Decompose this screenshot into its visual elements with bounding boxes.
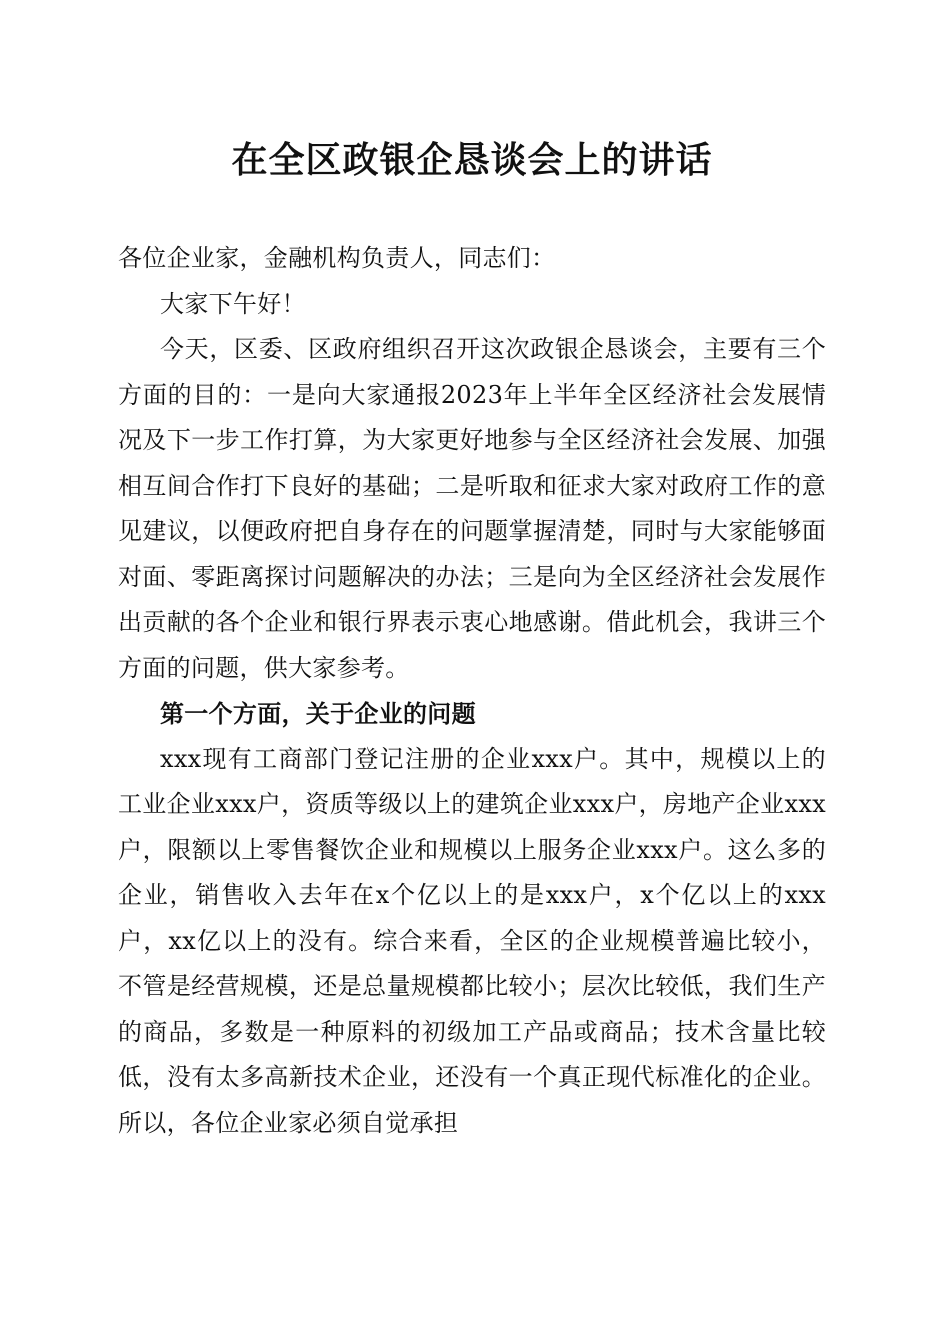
greeting: 大家下午好！	[160, 289, 306, 318]
section-paragraph: xxx现有工商部门登记注册的企业xxx户。其中，规模以上的工业企业xxx户，资质等级以上的建筑企业xxx户，房地产企业xxx户，限额以上零售餐饮企业和规模以上服务企业xxx户。这么多的企业，销售收入去年在x个亿以上的是xxx户，x个亿以上的xxx户，xx亿以上的没有。综合来看，全区的企业规模普遍比较小，不管是经营规模，还是总量规模都比较小；层次比较低，我们生产的商品，多数是一种原料的初级加工产品或商品；技术含量比较低，没有太多高新技术企业，还没有一个真正现代标准化的企业。所以，各位企业家必须自觉承担	[118, 744, 826, 1137]
document-page	[118, 130, 826, 1146]
salutation: 各位企业家，金融机构负责人，同志们：	[118, 244, 556, 272]
section-heading: 第一个方面，关于企业的问题	[160, 699, 476, 728]
document-title: 在全区政银企恳谈会上的讲话	[231, 139, 713, 181]
intro-paragraph: 今天，区委、区政府组织召开这次政银企恳谈会，主要有三个方面的目的：一是向大家通报2023年上半年全区经济社会发展情况及下一步工作打算，为大家更好地参与全区经济社会发展、加强相互间合作打下良好的基础；二是听取和征求大家对政府工作的意见建议，以便政府把自身存在的问题掌握清楚，同时与大家能够面对面、零距离探讨问题解决的办法；三是向为全区经济社会发展作出贡献的各个企业和银行界表示衷心地感谢。借此机会，我讲三个方面的问题，供大家参考。	[118, 335, 826, 682]
